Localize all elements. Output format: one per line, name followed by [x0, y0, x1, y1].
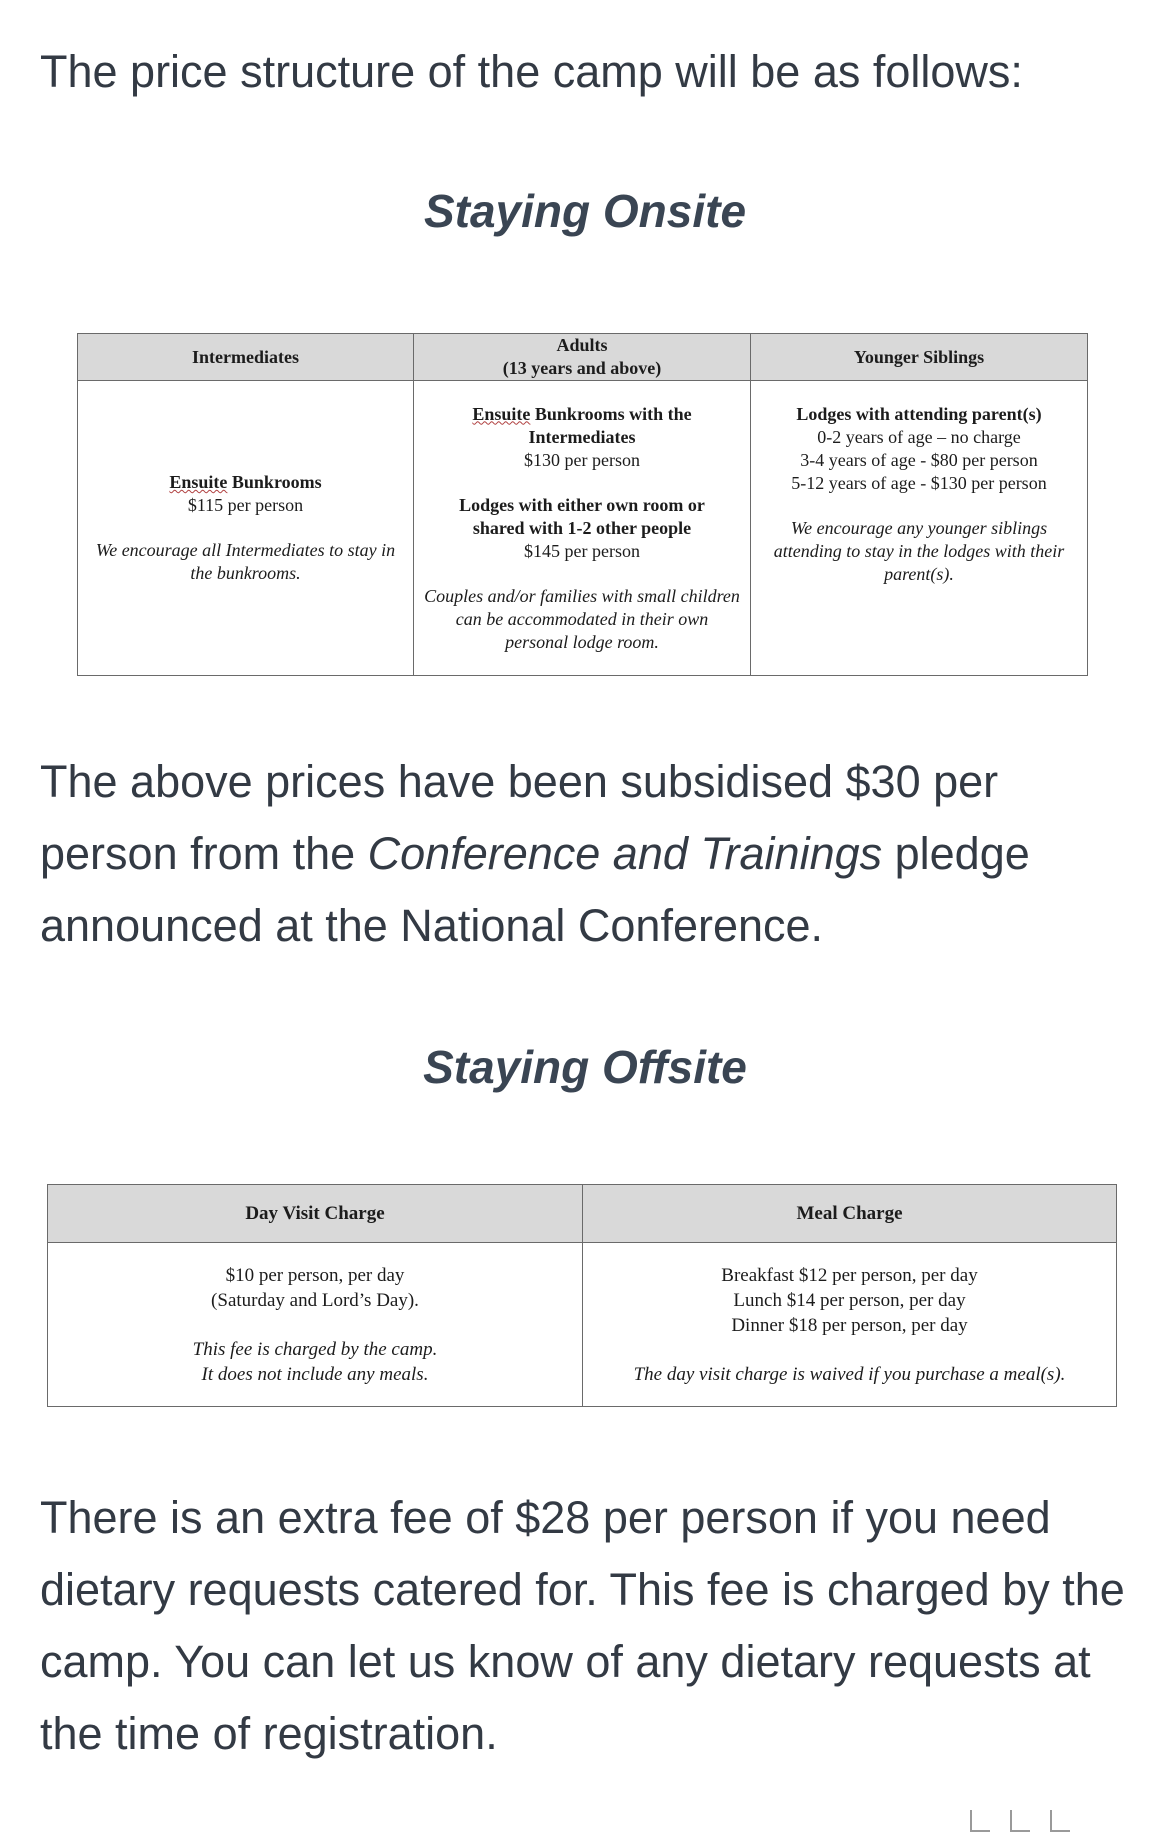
onsite-price-table — [77, 333, 1088, 676]
day-visit-price: $10 per person, per day — [225, 1264, 405, 1286]
siblings-age-3-4: 3-4 years of age - $80 per person — [800, 450, 1038, 470]
adults-cell — [414, 381, 751, 676]
siblings-cell — [751, 381, 1088, 676]
intermediates-title: Ensuite Bunkrooms — [169, 472, 322, 492]
day-visit-days: (Saturday and Lord’s Day). — [211, 1289, 419, 1311]
intro-text: The price structure of the camp will be as follows: — [40, 46, 1023, 97]
day-visit-note-2: It does not include any meals. — [201, 1363, 429, 1385]
siblings-title: Lodges with attending parent(s) — [796, 404, 1042, 424]
scroll-mark-icon — [970, 1810, 990, 1832]
header-younger-siblings: Younger Siblings — [751, 334, 1088, 381]
header-adults — [414, 334, 751, 381]
adults-option1-price: $130 per person — [524, 449, 640, 470]
adults-option2-title-line2: shared with 1-2 other people — [472, 517, 692, 538]
day-visit-cell — [48, 1243, 583, 1407]
scroll-mark-icon — [1010, 1810, 1030, 1832]
header-intermediates: Intermediates — [78, 334, 414, 381]
day-visit-note-1: This fee is charged by the camp. — [192, 1338, 438, 1360]
onsite-heading: Staying Onsite — [423, 185, 747, 237]
header-adults-age: (13 years and above) — [502, 358, 662, 378]
offsite-price-table — [47, 1184, 1117, 1407]
intermediates-cell — [78, 381, 414, 676]
adults-option1-title: Ensuite Bunkrooms with the — [472, 403, 692, 424]
adults-option1-title-line2: Intermediates — [528, 426, 636, 447]
meal-dinner: Dinner $18 per person, per day — [731, 1314, 968, 1336]
onsite-body-row — [78, 381, 1088, 676]
scroll-mark-icon — [1050, 1810, 1070, 1832]
offsite-body-row — [48, 1243, 1117, 1407]
siblings-age-5-12: 5-12 years of age - $130 per person — [791, 473, 1047, 493]
onsite-header-row — [78, 334, 1088, 381]
meal-lunch: Lunch $14 per person, per day — [733, 1289, 966, 1311]
meal-note: The day visit charge is waived if you purchase a meal(s). — [633, 1363, 1066, 1385]
header-meal-charge: Meal Charge — [583, 1185, 1117, 1243]
meal-breakfast: Breakfast $12 per person, per day — [721, 1264, 978, 1286]
intermediates-note: We encourage all Intermediates to stay in the bunkrooms. — [95, 540, 396, 583]
dietary-text: There is an extra fee of $28 per person if you need dietary requests catered for. This fee is charged by the camp. You can let us know of any dietary requests at the time of registration. — [40, 1492, 1125, 1759]
intermediates-price: $115 per person — [187, 495, 304, 515]
header-day-visit: Day Visit Charge — [48, 1185, 583, 1243]
offsite-heading: Staying Offsite — [423, 1041, 747, 1093]
adults-option2-title: Lodges with either own room or — [459, 494, 705, 515]
meal-charge-cell — [583, 1243, 1117, 1407]
pledge-name: Conference and Trainings — [367, 828, 883, 879]
adults-note: Couples and/or families with small children can be accommodated in their own personal lodge room. — [424, 585, 740, 652]
header-adults-title: Adults — [556, 335, 608, 355]
offsite-header-row — [48, 1185, 1117, 1243]
scroll-indicator — [970, 1810, 1070, 1832]
siblings-age-0-2: 0-2 years of age – no charge — [817, 427, 1021, 447]
subsidy-text: The above prices have been subsidised $30 per person from the Conference and Trainings pledge announced at the National Conference. — [40, 756, 1030, 951]
siblings-note: We encourage any younger siblings attending to stay in the lodges with their parent(s). — [773, 518, 1065, 584]
adults-option2-price: $145 per person — [524, 540, 640, 561]
